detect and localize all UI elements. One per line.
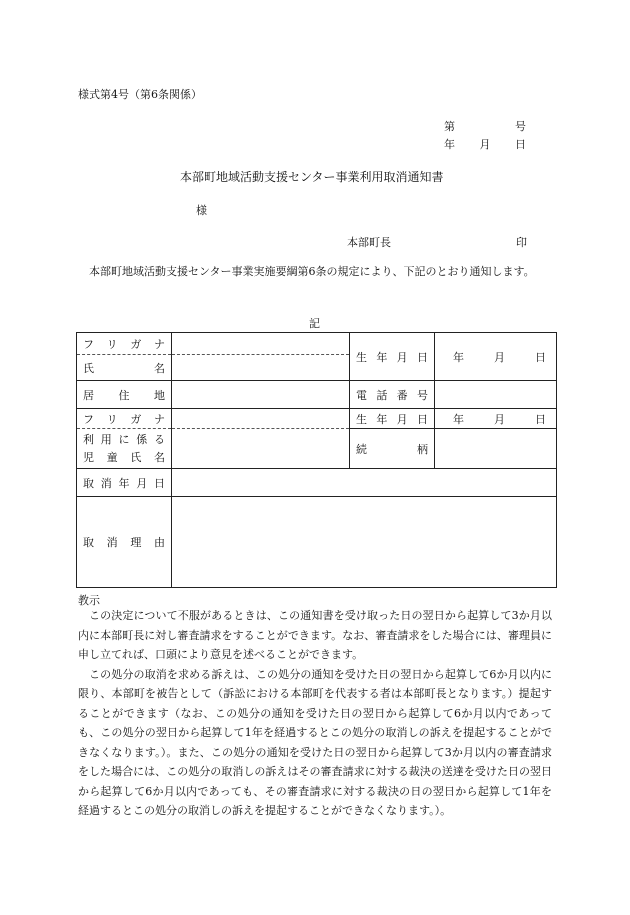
doc-date-year: 年 — [444, 138, 455, 151]
phone-label: 電 話 番 号 — [350, 381, 435, 409]
seal-mark: 印 — [516, 236, 527, 249]
notice-body — [78, 606, 552, 821]
issuer-name: 本部町長 — [347, 236, 391, 249]
child-name-label: 利 用 に 係 る 児 童 氏 名 — [77, 429, 172, 469]
furigana-field[interactable] — [172, 333, 350, 355]
document-title: 本部町地域活動支援センター事業利用取消通知書 — [180, 170, 444, 184]
birthdate-label: 生 年 月 日 — [350, 333, 435, 381]
cancel-reason-label: 取 消 理 由 — [77, 497, 172, 588]
furigana-label: フ リ ガ ナ — [77, 333, 172, 355]
form-number: 様式第4号（第6条関係） — [78, 88, 202, 101]
ki-heading: 記 — [309, 317, 320, 330]
child-furigana-field[interactable] — [172, 409, 350, 429]
child-birthdate-label: 生 年 月 日 — [350, 409, 435, 429]
name-field[interactable] — [172, 355, 350, 381]
address-label: 居 住 地 — [77, 381, 172, 409]
child-birthdate-field[interactable]: 年 月 日 — [435, 409, 557, 429]
doc-date-day: 日 — [515, 138, 526, 151]
notice-heading: 教示 — [78, 594, 100, 607]
relation-label: 続 柄 — [350, 429, 435, 469]
child-name-field[interactable] — [172, 429, 350, 469]
cancel-reason-field[interactable] — [172, 497, 557, 588]
name-label: 氏 名 — [77, 355, 172, 381]
intro-text: 本部町地域活動支援センター事業実施要綱第6条の規定により、下記のとおり通知します。 — [89, 265, 535, 278]
birthdate-field[interactable]: 年 月 日 — [435, 333, 557, 381]
relation-field[interactable] — [435, 429, 557, 469]
document-number — [444, 118, 526, 134]
address-field[interactable] — [172, 381, 350, 409]
doc-number-dai: 第 — [444, 120, 455, 133]
phone-field[interactable] — [435, 381, 557, 409]
doc-number-go: 号 — [515, 120, 526, 133]
notice-form-table — [76, 332, 557, 588]
notice-paragraph-1: この決定について不服があるときは、この通知書を受け取った日の翌日から起算して3か月以内に本部町長に対し審査請求をすることができます。なお、審査請求をした場合には、審理員に申し立てれば、口頭により意見を述べることができます。 — [78, 609, 552, 661]
cancel-date-label: 取 消 年 月 日 — [77, 469, 172, 497]
child-furigana-label: フ リ ガ ナ — [77, 409, 172, 429]
document-date — [444, 136, 526, 152]
doc-date-month: 月 — [479, 138, 491, 151]
notice-paragraph-2: この処分の取消を求める訴えは、この処分の通知を受けた日の翌日から起算して6か月以内に限り、本部町を被告として（訴訟における本部町を代表する者は本部町長となります。）提起することができます（なお、この処分の通知を受けた日の翌日から起算して6か月以内であっても、この処分の翌日から起算して1年を経過するとこの処分の取消しの訴えを提起することができなくなります。）。また、この処分の通知を受けた日の翌日から起算して3か月以内の審査請求をした場合には、この処分の取消しの訴えはその審査請求に対する裁決の送達を受けた日の翌日から起算して6か月以内であっても、その審査請求に対する裁決の日の翌日から起算して1年を経過するとこの処分の取消しの訴えを提起することができなくなります。）。 — [78, 667, 552, 817]
cancel-date-field[interactable] — [172, 469, 557, 497]
addressee-suffix: 様 — [196, 204, 207, 217]
